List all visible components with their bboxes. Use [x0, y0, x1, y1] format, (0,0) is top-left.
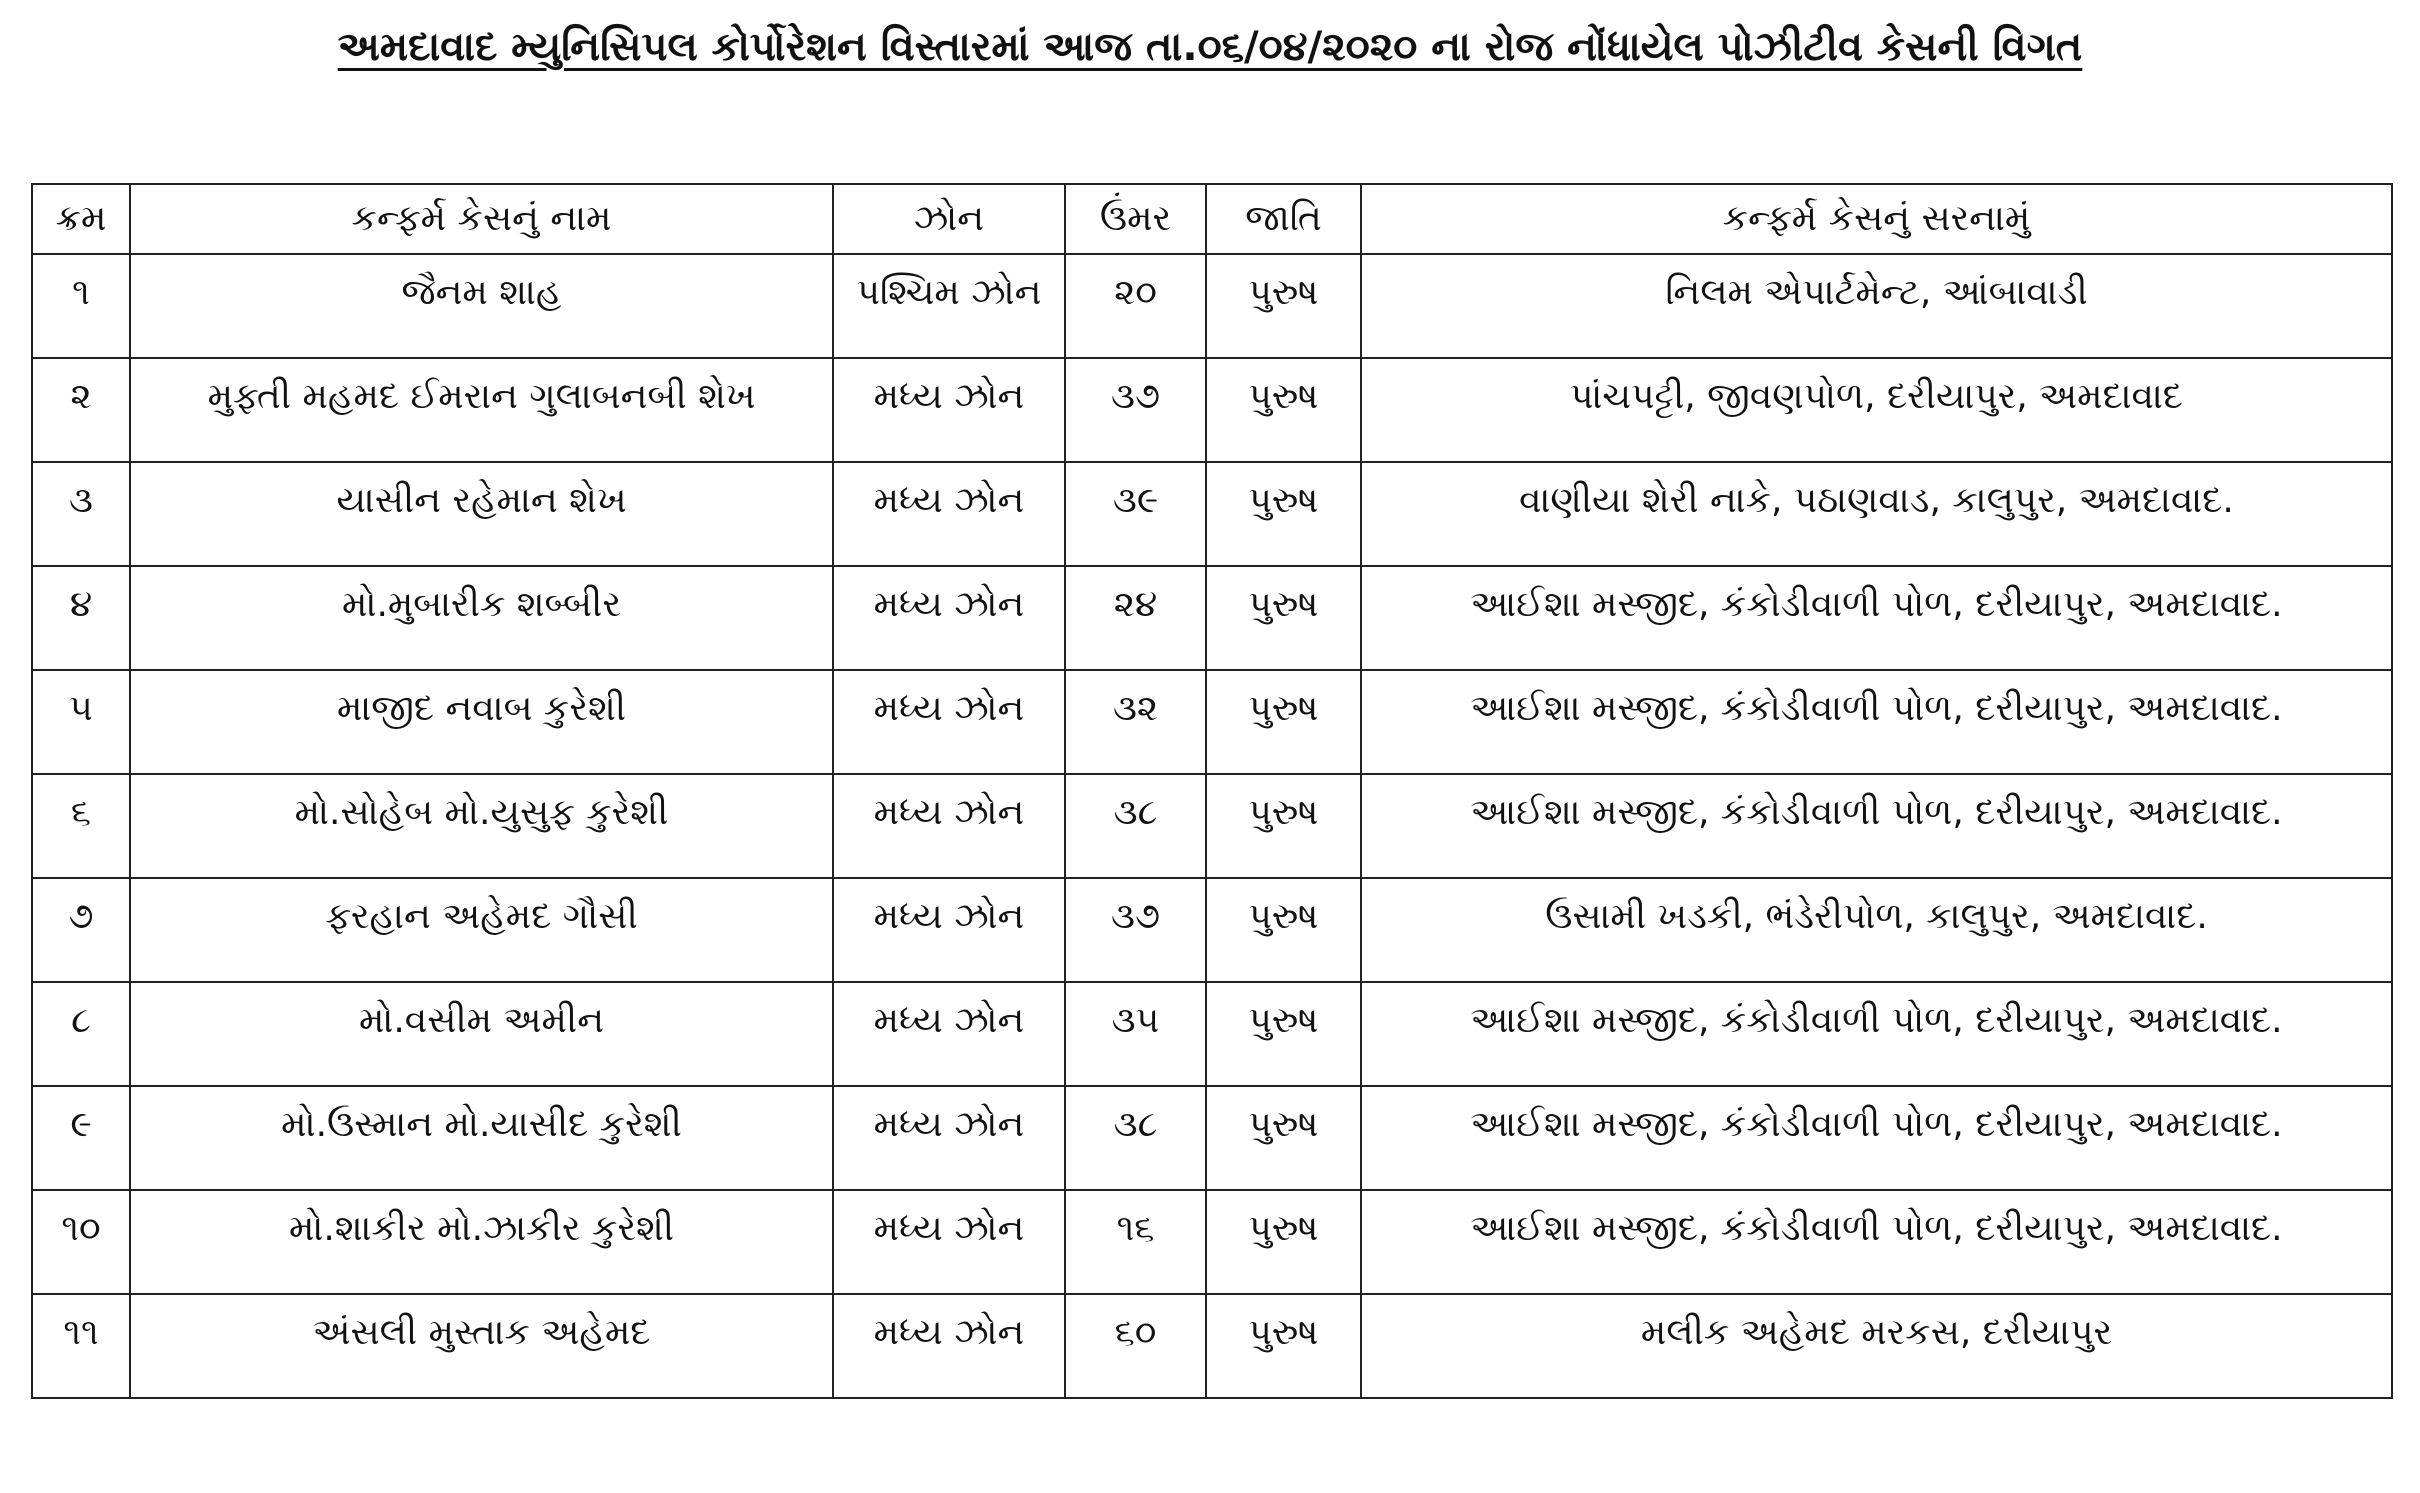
table-row — [32, 774, 2392, 878]
cell-address: મલીક અહેમદ મરકસ, દરીયાપુર — [1361, 1294, 2392, 1398]
cell-serial: ૧૧ — [32, 1294, 130, 1398]
table-row — [32, 1294, 2392, 1398]
cell-serial: ૨ — [32, 358, 130, 462]
table-row — [32, 1190, 2392, 1294]
cell-zone: મધ્ય ઝોન — [833, 358, 1065, 462]
cell-zone: મધ્ય ઝોન — [833, 462, 1065, 566]
cell-zone: મધ્ય ઝોન — [833, 670, 1065, 774]
cell-age: ૬૦ — [1065, 1294, 1206, 1398]
cell-address: ઉસામી ખડકી, ભંડેરીપોળ, કાલુપુર, અમદાવાદ. — [1361, 878, 2392, 982]
cell-age: ૨૪ — [1065, 566, 1206, 670]
cell-gender: પુરુષ — [1206, 254, 1361, 358]
cell-zone: મધ્ય ઝોન — [833, 982, 1065, 1086]
cell-serial: ૮ — [32, 982, 130, 1086]
cell-serial: ૬ — [32, 774, 130, 878]
cell-serial: ૭ — [32, 878, 130, 982]
cell-address: પાંચપટ્ટી, જીવણપોળ, દરીયાપુર, અમદાવાદ — [1361, 358, 2392, 462]
cell-age: ૩૭ — [1065, 358, 1206, 462]
cell-name: મો.સોહેબ મો.યુસુફ કુરેશી — [130, 774, 833, 878]
cell-name: યાસીન રહેમાન શેખ — [130, 462, 833, 566]
cell-name: અંસલી મુસ્તાક અહેમદ — [130, 1294, 833, 1398]
document-title — [0, 12, 2420, 82]
cell-age: ૨૦ — [1065, 254, 1206, 358]
cell-address: વાણીયા શેરી નાકે, પઠાણવાડ, કાલુપુર, અમદાવાદ. — [1361, 462, 2392, 566]
header-address: કન્ફર્મ કેસનું સરનામું — [1361, 184, 2392, 254]
cell-gender: પુરુષ — [1206, 878, 1361, 982]
cell-address: નિલમ એપાર્ટમેન્ટ, આંબાવાડી — [1361, 254, 2392, 358]
cell-serial: ૯ — [32, 1086, 130, 1190]
cell-serial: ૫ — [32, 670, 130, 774]
cell-address: આઈશા મસ્જીદ, કંકોડીવાળી પોળ, દરીયાપુર, અમદાવાદ. — [1361, 774, 2392, 878]
cell-gender: પુરુષ — [1206, 1190, 1361, 1294]
cell-zone: મધ્ય ઝોન — [833, 566, 1065, 670]
header-serial: ક્રમ — [32, 184, 130, 254]
table-row — [32, 254, 2392, 358]
table-row — [32, 462, 2392, 566]
cell-name: મો.શાકીર મો.ઝાકીર કુરેશી — [130, 1190, 833, 1294]
cell-gender: પુરુષ — [1206, 462, 1361, 566]
cell-name: માજીદ નવાબ કુરેશી — [130, 670, 833, 774]
table-row — [32, 1086, 2392, 1190]
cell-address: આઈશા મસ્જીદ, કંકોડીવાળી પોળ, દરીયાપુર, અમદાવાદ. — [1361, 982, 2392, 1086]
cell-age: ૩૮ — [1065, 774, 1206, 878]
cell-age: ૩૮ — [1065, 1086, 1206, 1190]
cell-gender: પુરુષ — [1206, 1086, 1361, 1190]
cell-age: ૩૭ — [1065, 878, 1206, 982]
cell-gender: પુરુષ — [1206, 1294, 1361, 1398]
table-header-row — [32, 184, 2392, 254]
table-row — [32, 358, 2392, 462]
cell-gender: પુરુષ — [1206, 774, 1361, 878]
cell-gender: પુરુષ — [1206, 670, 1361, 774]
cell-address: આઈશા મસ્જીદ, કંકોડીવાળી પોળ, દરીયાપુર, અમદાવાદ. — [1361, 1086, 2392, 1190]
cell-name: ફરહાન અહેમદ ગૌસી — [130, 878, 833, 982]
cell-gender: પુરુષ — [1206, 982, 1361, 1086]
cell-name: જૈનમ શાહ — [130, 254, 833, 358]
cell-address: આઈશા મસ્જીદ, કંકોડીવાળી પોળ, દરીયાપુર, અમદાવાદ. — [1361, 1190, 2392, 1294]
table-row — [32, 878, 2392, 982]
cell-serial: ૪ — [32, 566, 130, 670]
cell-age: ૩૯ — [1065, 462, 1206, 566]
cell-zone: પશ્ચિમ ઝોન — [833, 254, 1065, 358]
cell-zone: મધ્ય ઝોન — [833, 1086, 1065, 1190]
cell-age: ૩૫ — [1065, 982, 1206, 1086]
cell-age: ૧૬ — [1065, 1190, 1206, 1294]
cell-serial: ૧ — [32, 254, 130, 358]
cell-serial: ૧૦ — [32, 1190, 130, 1294]
cell-serial: ૩ — [32, 462, 130, 566]
cell-name: મો.ઉસ્માન મો.યાસીદ કુરેશી — [130, 1086, 833, 1190]
table-row — [32, 670, 2392, 774]
header-name: કન્ફર્મ કેસનું નામ — [130, 184, 833, 254]
cell-zone: મધ્ય ઝોન — [833, 1190, 1065, 1294]
cell-address: આઈશા મસ્જીદ, કંકોડીવાળી પોળ, દરીયાપુર, અમદાવાદ. — [1361, 670, 2392, 774]
cell-name: મો.મુબારીક શબ્બીર — [130, 566, 833, 670]
header-age: ઉંમર — [1065, 184, 1206, 254]
cell-name: મુફ્તી મહમદ ઈમરાન ગુલાબનબી શેખ — [130, 358, 833, 462]
cell-name: મો.વસીમ અમીન — [130, 982, 833, 1086]
document-title-text: અમદાવાદ મ્યુનિસિપલ કોર્પોરેશન વિસ્તારમાં આજ તા.૦૬/૦૪/૨૦૨૦ ના રોજ નોંધાયેલ પોઝીટીવ કેસની વિગત — [337, 24, 2083, 70]
cell-address: આઈશા મસ્જીદ, કંકોડીવાળી પોળ, દરીયાપુર, અમદાવાદ. — [1361, 566, 2392, 670]
positive-cases-table — [31, 183, 2393, 1399]
cell-zone: મધ્ય ઝોન — [833, 774, 1065, 878]
cell-zone: મધ્ય ઝોન — [833, 1294, 1065, 1398]
cell-gender: પુરુષ — [1206, 358, 1361, 462]
cell-zone: મધ્ય ઝોન — [833, 878, 1065, 982]
cell-age: ૩૨ — [1065, 670, 1206, 774]
header-gender: જાતિ — [1206, 184, 1361, 254]
table-row — [32, 982, 2392, 1086]
table-row — [32, 566, 2392, 670]
cell-gender: પુરુષ — [1206, 566, 1361, 670]
header-zone: ઝોન — [833, 184, 1065, 254]
